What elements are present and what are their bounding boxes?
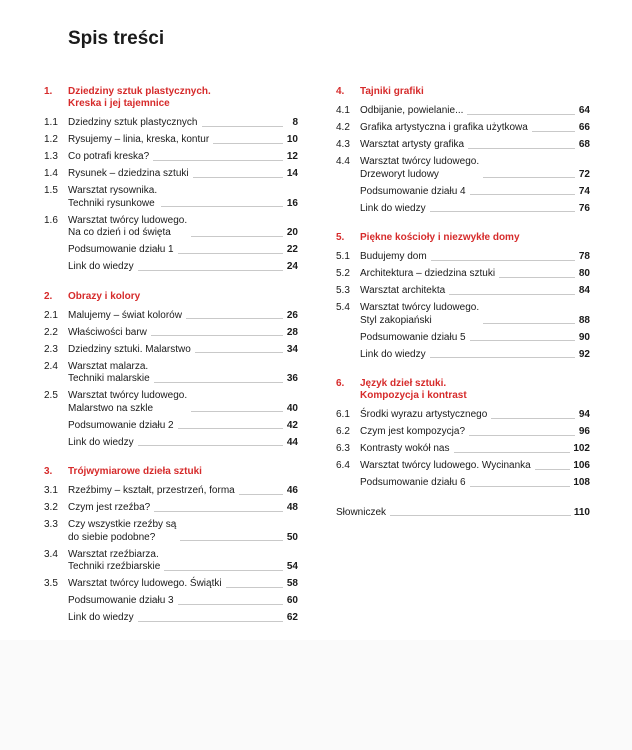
leader-line	[138, 270, 283, 271]
toc-entry[interactable]	[336, 349, 590, 362]
entry-number: 2.2	[44, 326, 58, 338]
entry-page-number: 66	[578, 122, 590, 133]
section-title: Obrazy i kolory	[68, 290, 141, 302]
entry-number: 2.3	[44, 343, 58, 355]
entry-page-number: 46	[286, 485, 298, 496]
leader-line	[138, 445, 283, 446]
section-heading	[336, 86, 590, 98]
entry-title: Grafika artystyczna i grafika użytkowa	[360, 122, 528, 133]
entry-title: Warsztat architekta	[360, 285, 446, 296]
entry-page-number: 44	[286, 436, 298, 448]
entry-number: 5.3	[336, 285, 350, 296]
entry-title: Link do wiedzy	[360, 348, 426, 360]
entry-number: 4.4	[336, 156, 350, 167]
entry-title: Warsztat twórcy ludowego. Drzeworyt ludowy	[360, 156, 480, 180]
toc-entry[interactable]	[44, 612, 298, 625]
toc-entry[interactable]	[336, 332, 590, 345]
entry-title: Warsztat twórcy ludowego. Świątki	[68, 578, 222, 589]
leader-line	[178, 428, 283, 429]
toc-section	[336, 86, 590, 215]
entry-title: Dziedziny sztuk plastycznych	[68, 117, 198, 128]
section-heading	[44, 466, 298, 478]
toc-entry[interactable]	[336, 460, 590, 473]
toc-entry[interactable]	[336, 443, 590, 456]
entry-number: 1.1	[44, 117, 58, 128]
entry-title: Architektura – dziedzina sztuki	[360, 268, 496, 279]
entry-page-number: 74	[578, 185, 590, 197]
entry-title: Środki wyrazu artystycznego	[360, 409, 488, 420]
entry-page-number: 90	[578, 331, 590, 343]
leader-line	[193, 177, 283, 178]
toc-entry[interactable]	[44, 549, 298, 574]
leader-line	[467, 114, 575, 115]
toc-entry[interactable]	[44, 595, 298, 608]
section-heading	[336, 232, 590, 244]
section-title: Język dzieł sztuki. Kompozycja i kontrast	[360, 378, 467, 401]
leader-line	[154, 382, 283, 383]
leader-line	[454, 452, 571, 453]
toc-entry[interactable]	[44, 261, 298, 274]
entry-title: Podsumowanie działu 4	[360, 185, 466, 197]
entry-number: 3.5	[44, 578, 58, 589]
section-title: Piękne kościoły i niezwykłe domy	[360, 232, 520, 243]
entry-title: Link do wiedzy	[360, 202, 426, 214]
entry-page-number: 72	[578, 168, 590, 180]
toc-left-column	[44, 86, 298, 642]
entry-number: 6.1	[336, 409, 350, 420]
leader-line	[535, 469, 571, 470]
page-title: Spis treści	[68, 28, 165, 49]
entry-page-number: 78	[578, 251, 590, 262]
entry-page-number: 42	[286, 419, 298, 431]
toc-entry[interactable]	[44, 578, 298, 591]
leader-line	[226, 587, 283, 588]
toc-entry[interactable]	[336, 302, 590, 327]
entry-page-number: 34	[286, 343, 298, 355]
section-heading	[44, 86, 298, 110]
entry-title: Podsumowanie działu 6	[360, 477, 466, 488]
entry-number: 2.5	[44, 390, 58, 401]
entry-number: 3.4	[44, 548, 58, 560]
leader-line	[195, 352, 283, 353]
entry-title: Rzeźbimy – kształt, przestrzeń, forma	[68, 485, 235, 496]
entry-page-number: 12	[286, 151, 298, 162]
toc-entry[interactable]	[44, 215, 298, 240]
leader-line	[469, 435, 575, 436]
entry-page-number: 10	[286, 134, 298, 145]
leader-line	[178, 253, 283, 254]
leader-line	[468, 148, 575, 149]
entry-title: Czy wszystkie rzeźby są do siebie podobne?	[68, 519, 177, 543]
leader-line	[430, 211, 575, 212]
toc-entry[interactable]	[336, 122, 590, 135]
entry-title: Właściwości barw	[68, 326, 147, 338]
section-number: 2.	[44, 290, 53, 302]
leader-line	[186, 318, 283, 319]
toc-entry[interactable]	[44, 502, 298, 515]
toc-entry[interactable]	[44, 310, 298, 323]
toc-entry[interactable]	[44, 151, 298, 164]
entry-page-number: 22	[286, 244, 298, 255]
entry-number: 1.4	[44, 168, 58, 179]
toc-entry[interactable]	[336, 105, 590, 118]
entry-number: 6.4	[336, 460, 350, 471]
entry-title: Warsztat rysownika. Techniki rysunkowe	[68, 185, 158, 209]
section-heading	[336, 378, 590, 402]
toc-entry[interactable]	[44, 485, 298, 498]
toc-entry[interactable]	[44, 244, 298, 257]
toc-entry[interactable]	[44, 420, 298, 433]
toc-entry[interactable]	[336, 477, 590, 490]
entry-title: Warsztat malarza. Techniki malarskie	[68, 360, 150, 384]
entry-number: 1.2	[44, 134, 58, 145]
entry-title: Kontrasty wokół nas	[360, 443, 450, 454]
entry-title: Budujemy dom	[360, 251, 427, 262]
entry-number: 6.3	[336, 443, 350, 454]
leader-line	[470, 340, 575, 341]
section-number: 6.	[336, 378, 345, 389]
leader-line	[470, 486, 571, 487]
toc-entry[interactable]	[44, 134, 298, 147]
page-bottom-margin	[0, 640, 632, 750]
toc-entry[interactable]	[336, 426, 590, 439]
toc-section	[44, 86, 298, 274]
toc-section	[44, 466, 298, 625]
leader-line	[180, 540, 283, 541]
entry-number: 6.2	[336, 426, 350, 437]
entry-number: 1.6	[44, 214, 58, 226]
entry-title: Podsumowanie działu 2	[68, 419, 174, 431]
entry-number: 5.4	[336, 302, 350, 313]
entry-title: Link do wiedzy	[68, 436, 134, 448]
leader-line	[191, 236, 283, 237]
toc-entry[interactable]	[336, 186, 590, 199]
leader-line	[483, 177, 575, 178]
entry-page-number: 80	[578, 268, 590, 279]
entry-title: Dziedziny sztuki. Malarstwo	[68, 343, 191, 355]
entry-page-number: 92	[578, 348, 590, 360]
entry-title: Odbijanie, powielanie...	[360, 105, 464, 116]
leader-line	[164, 570, 283, 571]
entry-title: Podsumowanie działu 5	[360, 331, 466, 343]
entry-page-number: 64	[578, 105, 590, 116]
toc-entry[interactable]	[44, 390, 298, 415]
entry-number: 5.2	[336, 268, 350, 279]
entry-title: Link do wiedzy	[68, 261, 134, 272]
entry-number: 1.3	[44, 151, 58, 162]
entry-number: 5.1	[336, 251, 350, 262]
toc-section	[336, 232, 590, 361]
section-number: 3.	[44, 466, 53, 477]
toc-entry[interactable]	[44, 344, 298, 357]
entry-page-number: 106	[573, 460, 590, 471]
entry-page-number: 96	[578, 426, 590, 437]
leader-line	[499, 277, 575, 278]
entry-number: 4.3	[336, 139, 350, 150]
entry-title: Link do wiedzy	[68, 612, 134, 623]
section-title: Dziedziny sztuk plastycznych. Kreska i jej tajemnice	[68, 86, 211, 109]
entry-title: Warsztat twórcy ludowego. Malarstwo na szkle	[68, 390, 188, 414]
entry-page-number: 88	[578, 314, 590, 326]
entry-number: 4.2	[336, 122, 350, 133]
toc-entry-glossary[interactable]	[336, 507, 590, 520]
leader-line	[470, 194, 575, 195]
entry-title: Warsztat twórcy ludowego. Na co dzień i od święta	[68, 214, 188, 238]
entry-page-number: 68	[578, 139, 590, 150]
toc-entry[interactable]	[44, 185, 298, 210]
leader-line	[151, 335, 283, 336]
entry-title: Warsztat artysty grafika	[360, 139, 465, 150]
entry-number: 2.1	[44, 309, 58, 321]
entry-page-number: 108	[573, 477, 590, 488]
section-number: 4.	[336, 86, 345, 97]
toc-entry[interactable]	[44, 168, 298, 181]
entry-title: Warsztat twórcy ludowego. Wycinanka	[360, 460, 531, 471]
entry-title: Podsumowanie działu 3	[68, 595, 174, 606]
leader-line	[390, 515, 571, 516]
entry-title: Warsztat rzeźbiarza. Techniki rzeźbiarskie	[68, 548, 161, 572]
toc-section	[336, 378, 590, 490]
section-title: Trójwymiarowe dzieła sztuki	[68, 466, 202, 477]
leader-line	[449, 294, 575, 295]
leader-line	[153, 160, 283, 161]
glossary-page-number: 110	[573, 506, 590, 518]
entry-page-number: 54	[286, 561, 298, 572]
entry-title: Co potrafi kreska?	[68, 151, 150, 162]
entry-page-number: 102	[573, 443, 590, 454]
leader-line	[178, 604, 283, 605]
entry-page-number: 50	[286, 531, 298, 543]
entry-title: Czym jest rzeźba?	[68, 502, 151, 513]
entry-page-number: 76	[578, 202, 590, 214]
entry-number: 3.1	[44, 485, 58, 496]
entry-title: Rysujemy – linia, kreska, kontur	[68, 134, 210, 145]
toc-entry[interactable]	[44, 361, 298, 386]
entry-page-number: 8	[292, 117, 298, 128]
glossary-title: Słowniczek	[336, 506, 387, 518]
entry-page-number: 58	[286, 578, 298, 589]
section-heading	[44, 291, 298, 303]
toc-entry[interactable]	[336, 156, 590, 181]
entry-page-number: 62	[286, 612, 298, 623]
entry-page-number: 48	[286, 502, 298, 513]
leader-line	[483, 323, 575, 324]
entry-page-number: 40	[286, 402, 298, 414]
entry-page-number: 28	[286, 326, 298, 338]
toc-right-column	[336, 86, 590, 524]
entry-title: Czym jest kompozycja?	[360, 426, 466, 437]
leader-line	[431, 260, 575, 261]
entry-page-number: 36	[286, 373, 298, 384]
toc-entry[interactable]	[336, 203, 590, 216]
toc-section	[44, 291, 298, 450]
leader-line	[202, 126, 284, 127]
entry-number: 3.3	[44, 519, 58, 530]
leader-line	[532, 131, 575, 132]
toc-entry[interactable]	[44, 519, 298, 544]
entry-title: Podsumowanie działu 1	[68, 244, 174, 255]
entry-title: Warsztat twórcy ludowego. Styl zakopiański	[360, 302, 480, 326]
entry-title: Malujemy – świat kolorów	[68, 309, 182, 321]
entry-number: 2.4	[44, 360, 58, 372]
entry-page-number: 16	[286, 197, 298, 209]
section-number: 5.	[336, 232, 345, 243]
toc-entry[interactable]	[44, 327, 298, 340]
toc-entry[interactable]	[44, 437, 298, 450]
leader-line	[191, 411, 283, 412]
leader-line	[213, 143, 283, 144]
toc-entry[interactable]	[336, 251, 590, 264]
entry-page-number: 20	[286, 227, 298, 238]
entry-title: Rysunek – dziedzina sztuki	[68, 168, 189, 179]
entry-number: 4.1	[336, 105, 350, 116]
leader-line	[430, 357, 575, 358]
entry-number: 3.2	[44, 502, 58, 513]
leader-line	[138, 621, 283, 622]
entry-page-number: 26	[286, 309, 298, 321]
toc-entry[interactable]	[336, 285, 590, 298]
entry-page-number: 84	[578, 285, 590, 296]
toc-entry[interactable]	[336, 409, 590, 422]
toc-entry[interactable]	[336, 139, 590, 152]
leader-line	[161, 206, 283, 207]
entry-page-number: 14	[286, 168, 298, 179]
leader-line	[491, 418, 575, 419]
entry-page-number: 60	[286, 595, 298, 606]
section-number: 1.	[44, 86, 53, 97]
section-title: Tajniki grafiki	[360, 86, 424, 97]
entry-page-number: 24	[286, 261, 298, 272]
entry-page-number: 94	[578, 409, 590, 420]
entry-number: 1.5	[44, 185, 58, 196]
leader-line	[154, 511, 283, 512]
toc-entry[interactable]	[336, 268, 590, 281]
leader-line	[239, 494, 283, 495]
toc-entry[interactable]	[44, 117, 298, 130]
